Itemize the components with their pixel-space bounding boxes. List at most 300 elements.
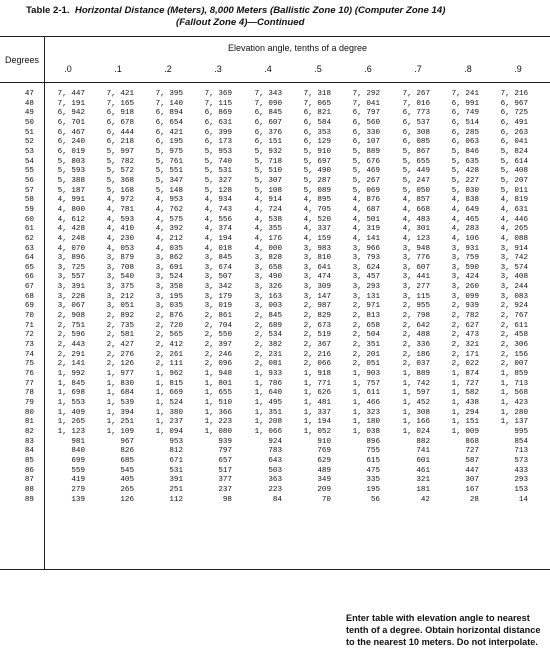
distance-cell: 2, 627 — [451, 321, 479, 330]
table-row — [0, 380, 550, 390]
degree-cell: 72 — [24, 331, 34, 340]
distance-cell: 5, 846 — [451, 147, 479, 156]
distance-cell: 755 — [366, 447, 380, 456]
distance-cell: 2, 658 — [352, 321, 380, 330]
distance-cell: 98 — [222, 495, 232, 504]
distance-cell: 671 — [169, 456, 183, 465]
distance-cell: 4, 465 — [451, 215, 479, 224]
distance-cell: 2, 201 — [352, 350, 380, 359]
distance-cell: 3, 948 — [402, 244, 430, 253]
degree-cell: 83 — [24, 437, 34, 446]
distance-cell: 1, 066 — [254, 427, 282, 436]
table-row — [0, 447, 550, 457]
distance-cell: 2, 336 — [402, 341, 430, 350]
column-header: .5 — [314, 64, 322, 74]
distance-cell: 3, 163 — [254, 292, 282, 301]
distance-cell: 112 — [169, 495, 183, 504]
distance-cell: 3, 914 — [500, 244, 528, 253]
table-row — [0, 196, 550, 206]
distance-cell: 84 — [272, 495, 282, 504]
distance-cell: 3, 115 — [402, 292, 430, 301]
distance-cell: 4, 991 — [57, 196, 85, 205]
distance-cell: 7, 041 — [352, 99, 380, 108]
distance-cell: 2, 642 — [402, 321, 430, 330]
distance-cell: 1, 611 — [352, 389, 380, 398]
distance-cell: 6, 218 — [106, 138, 134, 147]
header-rule — [0, 82, 550, 83]
distance-cell: 6, 285 — [451, 128, 479, 137]
distance-cell: 6, 308 — [402, 128, 430, 137]
degree-cell: 48 — [24, 99, 34, 108]
distance-cell: 1, 626 — [303, 389, 331, 398]
distance-cell: 2, 141 — [57, 360, 85, 369]
distance-cell: 1, 280 — [500, 408, 528, 417]
distance-cell: 3, 674 — [204, 263, 232, 272]
distance-cell: 5, 803 — [57, 157, 85, 166]
distance-cell: 1, 903 — [352, 370, 380, 379]
distance-cell: 5, 761 — [155, 157, 183, 166]
distance-cell: 5, 050 — [402, 186, 430, 195]
table-row — [0, 264, 550, 274]
distance-cell: 1, 597 — [402, 389, 430, 398]
distance-cell: 181 — [416, 485, 430, 494]
distance-cell: 643 — [268, 456, 282, 465]
column-header: .6 — [364, 64, 372, 74]
distance-cell: 6, 491 — [500, 118, 528, 127]
column-headers — [0, 64, 550, 76]
distance-cell: 4, 088 — [500, 234, 528, 243]
distance-cell: 573 — [514, 456, 528, 465]
distance-cell: 6, 085 — [402, 138, 430, 147]
column-header: .0 — [64, 64, 72, 74]
table-row — [0, 467, 550, 477]
distance-cell: 1, 151 — [451, 418, 479, 427]
degree-cell: 82 — [24, 427, 34, 436]
distance-cell: 685 — [120, 456, 134, 465]
table-row — [0, 90, 550, 100]
distance-cell: 4, 355 — [254, 225, 282, 234]
distance-cell: 4, 631 — [500, 205, 528, 214]
table-title — [26, 5, 445, 28]
distance-cell: 3, 083 — [500, 292, 528, 301]
distance-cell: 5, 030 — [451, 186, 479, 195]
distance-cell: 995 — [514, 427, 528, 436]
distance-cell: 4, 953 — [155, 196, 183, 205]
distance-cell: 5, 953 — [204, 147, 232, 156]
distance-cell: 4, 374 — [204, 225, 232, 234]
distance-cell: 7, 216 — [500, 90, 528, 98]
distance-cell: 2, 861 — [204, 312, 232, 321]
bottom-rule — [0, 569, 550, 570]
degree-cell: 62 — [24, 234, 34, 243]
distance-cell: 4, 649 — [451, 205, 479, 214]
distance-cell: 2, 845 — [254, 312, 282, 321]
distance-cell: 769 — [317, 447, 331, 456]
table-row — [0, 273, 550, 283]
distance-cell: 2, 550 — [204, 331, 232, 340]
distance-cell: 6, 725 — [500, 109, 528, 118]
table-row — [0, 322, 550, 332]
distance-cell: 2, 276 — [106, 350, 134, 359]
distance-cell: 7, 421 — [106, 90, 134, 98]
degree-cell: 68 — [24, 292, 34, 301]
table-row — [0, 486, 550, 496]
distance-cell: 5, 531 — [204, 167, 232, 176]
degree-cell: 79 — [24, 399, 34, 407]
degree-cell: 55 — [24, 167, 34, 176]
distance-cell: 4, 520 — [303, 215, 331, 224]
distance-cell: 2, 892 — [106, 312, 134, 321]
table-row — [0, 331, 550, 341]
distance-cell: 6, 631 — [204, 118, 232, 127]
distance-cell: 3, 742 — [500, 254, 528, 263]
distance-cell: 1, 918 — [303, 370, 331, 379]
distance-cell: 1, 123 — [57, 427, 85, 436]
distance-cell: 1, 423 — [500, 399, 528, 407]
distance-cell: 6, 654 — [155, 118, 183, 127]
distance-cell: 3, 862 — [155, 254, 183, 263]
distance-cell: 5, 267 — [352, 176, 380, 185]
distance-cell: 2, 488 — [402, 331, 430, 340]
table-row — [0, 216, 550, 226]
distance-cell: 3, 810 — [303, 254, 331, 263]
distance-cell: 3, 708 — [106, 263, 134, 272]
table-row — [0, 148, 550, 158]
degree-cell: 86 — [24, 466, 34, 475]
distance-cell: 882 — [416, 437, 430, 446]
degree-cell: 53 — [24, 147, 34, 156]
distance-cell: 4, 446 — [500, 215, 528, 224]
distance-cell: 7, 165 — [106, 99, 134, 108]
table-row — [0, 418, 550, 428]
degree-cell: 73 — [24, 341, 34, 350]
distance-cell: 1, 251 — [106, 418, 134, 427]
distance-cell: 4, 914 — [254, 196, 282, 205]
distance-cell: 3, 003 — [254, 302, 282, 311]
distance-cell: 3, 244 — [500, 283, 528, 292]
column-header: .4 — [264, 64, 272, 74]
distance-cell: 5, 449 — [402, 167, 430, 176]
distance-cell: 1, 992 — [57, 370, 85, 379]
table-row — [0, 496, 550, 506]
distance-cell: 2, 367 — [303, 341, 331, 350]
distance-cell: 5, 148 — [155, 186, 183, 195]
title-line-2: (Fallout Zone 4)—Continued — [176, 16, 305, 28]
distance-cell: 349 — [317, 476, 331, 485]
distance-cell: 5, 932 — [254, 147, 282, 156]
table-row — [0, 351, 550, 361]
distance-cell: 4, 687 — [352, 205, 380, 214]
distance-cell: 3, 457 — [352, 273, 380, 282]
distance-cell: 3, 624 — [352, 263, 380, 272]
distance-cell: 1, 294 — [451, 408, 479, 417]
distance-cell: 1, 481 — [303, 399, 331, 407]
distance-cell: 1, 180 — [352, 418, 380, 427]
degree-cell: 89 — [24, 495, 34, 504]
distance-cell: 5, 187 — [57, 186, 85, 195]
distance-cell: 4, 159 — [303, 234, 331, 243]
table-number: Table 2-1. — [26, 5, 70, 16]
distance-cell: 1, 727 — [451, 379, 479, 388]
distance-cell: 1, 308 — [402, 408, 430, 417]
degree-cell: 69 — [24, 302, 34, 311]
degree-cell: 50 — [24, 118, 34, 127]
distance-cell: 489 — [317, 466, 331, 475]
distance-cell: 4, 106 — [451, 234, 479, 243]
distance-cell: 4, 000 — [254, 244, 282, 253]
distance-cell: 7, 318 — [303, 90, 331, 98]
distance-cell: 3, 507 — [204, 273, 232, 282]
distance-cell: 587 — [465, 456, 479, 465]
distance-cell: 7, 395 — [155, 90, 183, 98]
distance-cell: 2, 186 — [402, 350, 430, 359]
distance-cell: 4, 593 — [106, 215, 134, 224]
distance-cell: 5, 388 — [57, 176, 85, 185]
distance-cell: 1, 024 — [402, 427, 430, 436]
distance-cell: 1, 786 — [254, 379, 282, 388]
distance-cell: 1, 859 — [500, 370, 528, 379]
distance-cell: 1, 830 — [106, 379, 134, 388]
distance-cell: 3, 574 — [500, 263, 528, 272]
distance-cell: 826 — [120, 447, 134, 456]
distance-cell: 783 — [268, 447, 282, 456]
distance-cell: 3, 776 — [402, 254, 430, 263]
distance-cell: 2, 581 — [106, 331, 134, 340]
distance-cell: 4, 123 — [402, 234, 430, 243]
distance-cell: 3, 966 — [352, 244, 380, 253]
distance-cell: 4, 212 — [155, 234, 183, 243]
distance-cell: 6, 560 — [352, 118, 380, 127]
distance-cell: 3, 845 — [204, 254, 232, 263]
distance-cell: 2, 081 — [254, 360, 282, 369]
distance-cell: 3, 983 — [303, 244, 331, 253]
distance-cell: 4, 705 — [303, 205, 331, 214]
distance-cell: 559 — [71, 466, 85, 475]
distance-cell: 6, 330 — [352, 128, 380, 137]
distance-cell: 3, 309 — [303, 283, 331, 292]
distance-cell: 2, 007 — [500, 360, 528, 369]
distance-cell: 2, 939 — [451, 302, 479, 311]
distance-cell: 335 — [366, 476, 380, 485]
distance-cell: 251 — [169, 485, 183, 494]
distance-cell: 4, 876 — [352, 196, 380, 205]
distance-cell: 615 — [366, 456, 380, 465]
table-row — [0, 245, 550, 255]
distance-cell: 812 — [169, 447, 183, 456]
distance-cell: 4, 934 — [204, 196, 232, 205]
distance-cell: 7, 241 — [451, 90, 479, 98]
distance-cell: 2, 924 — [500, 302, 528, 311]
degree-cell: 51 — [24, 128, 34, 137]
distance-cell: 4, 194 — [204, 234, 232, 243]
distance-cell: 4, 538 — [254, 215, 282, 224]
distance-cell: 377 — [218, 476, 232, 485]
distance-cell: 1, 948 — [204, 370, 232, 379]
distance-cell: 4, 053 — [106, 244, 134, 253]
distance-cell: 6, 107 — [352, 138, 380, 147]
distance-cell: 1, 655 — [204, 389, 232, 398]
distance-cell: 2, 156 — [500, 350, 528, 359]
distance-cell: 2, 171 — [451, 350, 479, 359]
table-row — [0, 138, 550, 148]
distance-cell: 5, 490 — [303, 167, 331, 176]
distance-cell: 657 — [218, 456, 232, 465]
distance-cell: 2, 596 — [57, 331, 85, 340]
table-row — [0, 167, 550, 177]
distance-cell: 6, 918 — [106, 109, 134, 118]
distance-cell: 727 — [465, 447, 479, 456]
distance-cell: 4, 501 — [352, 215, 380, 224]
distance-cell: 1, 038 — [352, 427, 380, 436]
distance-cell: 3, 358 — [155, 283, 183, 292]
distance-cell: 854 — [514, 437, 528, 446]
distance-cell: 2, 767 — [500, 312, 528, 321]
distance-cell: 2, 291 — [57, 350, 85, 359]
distance-cell: 3, 326 — [254, 283, 282, 292]
distance-cell: 981 — [71, 437, 85, 446]
distance-cell: 2, 231 — [254, 350, 282, 359]
table-row — [0, 119, 550, 129]
distance-cell: 167 — [465, 485, 479, 494]
column-header: .1 — [114, 64, 122, 74]
distance-cell: 223 — [268, 485, 282, 494]
distance-cell: 70 — [321, 495, 331, 504]
distance-cell: 153 — [514, 485, 528, 494]
distance-cell: 2, 443 — [57, 341, 85, 350]
column-header: .8 — [464, 64, 472, 74]
distance-cell: 7, 065 — [303, 99, 331, 108]
distance-cell: 4, 248 — [57, 234, 85, 243]
distance-cell: 5, 428 — [451, 167, 479, 176]
distance-cell: 6, 942 — [57, 109, 85, 118]
degree-cell: 67 — [24, 283, 34, 292]
degree-cell: 84 — [24, 447, 34, 456]
degree-cell: 88 — [24, 485, 34, 494]
distance-cell: 5, 655 — [402, 157, 430, 166]
distance-cell: 2, 673 — [303, 321, 331, 330]
distance-cell: 2, 876 — [155, 312, 183, 321]
degree-cell: 57 — [24, 186, 34, 195]
distance-cell: 5, 089 — [303, 186, 331, 195]
distance-cell: 5, 889 — [352, 147, 380, 156]
distance-cell: 1, 194 — [303, 418, 331, 427]
distance-cell: 699 — [71, 456, 85, 465]
distance-cell: 1, 166 — [402, 418, 430, 427]
distance-cell: 3, 590 — [451, 263, 479, 272]
table-row — [0, 428, 550, 438]
distance-cell: 2, 397 — [204, 341, 232, 350]
distance-cell: 3, 490 — [254, 273, 282, 282]
distance-cell: 461 — [416, 466, 430, 475]
table-body — [0, 90, 550, 505]
distance-cell: 1, 874 — [451, 370, 479, 379]
distance-cell: 840 — [71, 447, 85, 456]
title-line-1: Horizontal Distance (Meters), 8,000 Meters (Ballistic Zone 10) (Computer Zone 14) — [74, 5, 446, 16]
distance-cell: 531 — [169, 466, 183, 475]
distance-cell: 6, 967 — [500, 99, 528, 108]
distance-cell: 419 — [71, 476, 85, 485]
distance-cell: 4, 319 — [352, 225, 380, 234]
distance-cell: 3, 540 — [106, 273, 134, 282]
distance-cell: 6, 607 — [254, 118, 282, 127]
distance-cell: 1, 713 — [500, 379, 528, 388]
distance-cell: 3, 179 — [204, 292, 232, 301]
table-row — [0, 254, 550, 264]
distance-cell: 265 — [120, 485, 134, 494]
distance-cell: 2, 735 — [106, 321, 134, 330]
distance-cell: 5, 227 — [451, 176, 479, 185]
table-row — [0, 399, 550, 409]
distance-cell: 1, 771 — [303, 379, 331, 388]
distance-cell: 3, 293 — [352, 283, 380, 292]
degree-cell: 49 — [24, 109, 34, 118]
distance-cell: 1, 524 — [155, 399, 183, 407]
distance-cell: 896 — [366, 437, 380, 446]
distance-cell: 7, 343 — [254, 90, 282, 98]
distance-cell: 4, 483 — [402, 215, 430, 224]
distance-cell: 7, 140 — [155, 99, 183, 108]
distance-cell: 4, 392 — [155, 225, 183, 234]
distance-cell: 1, 640 — [254, 389, 282, 398]
distance-cell: 4, 838 — [451, 196, 479, 205]
distance-cell: 2, 829 — [303, 312, 331, 321]
distance-cell: 3, 035 — [155, 302, 183, 311]
distance-cell: 4, 070 — [57, 244, 85, 253]
distance-cell: 2, 022 — [451, 360, 479, 369]
distance-cell: 6, 240 — [57, 138, 85, 147]
distance-cell: 4, 337 — [303, 225, 331, 234]
distance-cell: 2, 971 — [352, 302, 380, 311]
distance-cell: 868 — [465, 437, 479, 446]
distance-cell: 3, 195 — [155, 292, 183, 301]
distance-cell: 5, 108 — [254, 186, 282, 195]
distance-cell: 1, 510 — [204, 399, 232, 407]
distance-cell: 6, 263 — [500, 128, 528, 137]
distance-cell: 2, 908 — [57, 312, 85, 321]
distance-cell: 517 — [218, 466, 232, 475]
distance-cell: 503 — [268, 466, 282, 475]
degree-cell: 52 — [24, 138, 34, 147]
distance-cell: 3, 725 — [57, 263, 85, 272]
distance-cell: 3, 828 — [254, 254, 282, 263]
degree-cell: 78 — [24, 389, 34, 398]
distance-cell: 7, 369 — [204, 90, 232, 98]
distance-cell: 7, 016 — [402, 99, 430, 108]
distance-cell: 953 — [169, 437, 183, 446]
distance-cell: 3, 212 — [106, 292, 134, 301]
distance-cell: 6, 749 — [451, 109, 479, 118]
degree-cell: 58 — [24, 196, 34, 205]
distance-cell: 6, 353 — [303, 128, 331, 137]
distance-cell: 293 — [514, 476, 528, 485]
distance-cell: 1, 009 — [451, 427, 479, 436]
distance-cell: 6, 845 — [254, 109, 282, 118]
table-row — [0, 389, 550, 399]
distance-cell: 3, 557 — [57, 273, 85, 282]
distance-cell: 42 — [420, 495, 430, 504]
distance-cell: 1, 080 — [204, 427, 232, 436]
distance-cell: 741 — [416, 447, 430, 456]
distance-cell: 2, 565 — [155, 331, 183, 340]
degree-cell: 80 — [24, 408, 34, 417]
distance-cell: 5, 469 — [352, 167, 380, 176]
distance-cell: 5, 247 — [402, 176, 430, 185]
distance-cell: 5, 676 — [352, 157, 380, 166]
distance-cell: 5, 128 — [204, 186, 232, 195]
distance-cell: 3, 019 — [204, 302, 232, 311]
degree-cell: 54 — [24, 157, 34, 166]
distance-cell: 6, 195 — [155, 138, 183, 147]
